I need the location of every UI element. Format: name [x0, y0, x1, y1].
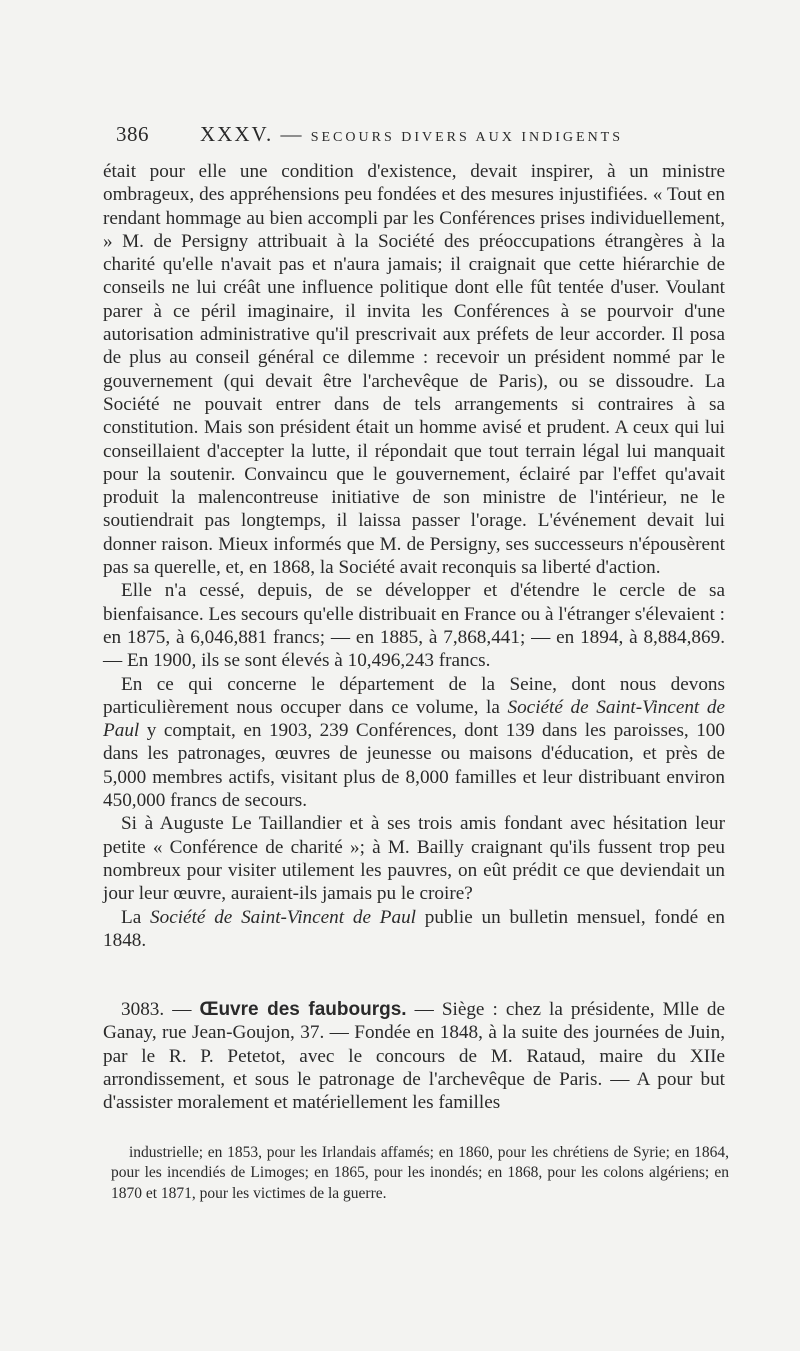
entry-text: — Siège : chez la présidente, Mlle de Ganay, rue Jean-Goujon, 37. — Fondée en 1848, à la suite des journées de Juin, par le R. P. Petetot, avec le concours de M. Rataud, maire du XIIe arrondissement, et sous le patronage de l'archevêque de Paris. — A pour but d'assister moralement et matériellement les familles [103, 999, 726, 1114]
society-name: Société de Saint-Vincent de Paul [103, 696, 725, 742]
paragraph: La Société de Saint-Vincent de Paul publie un bulletin mensuel, fondé en 1848. [103, 906, 725, 951]
main-text [103, 160, 725, 1115]
footnote-text: industrielle; en 1853, pour les Irlandais affamés; en 1860, pour les chrétiens de Syrie; en 1864, pour les incendiés de Limoges; en 1865, pour les inondés; en 1868, pour les colons algériens; en 1870 et 1871, pour les victimes de la guerre. [111, 1144, 729, 1202]
page-number: 386 [116, 122, 149, 146]
paragraph: Elle n'a cessé, depuis, de se développer et d'étendre le cercle de sa bienfaisance. Les secours qu'elle distribuait en France ou à l'étranger s'élevaient : en 1875, à 6,046,881 francs; — en 1885, à 7,868,441; — en 1894, à 8,884,869. — En 1900, ils se sont élevés à 10,496,243 francs. [103, 580, 725, 672]
society-name: Société de Saint-Vincent de Paul [150, 906, 416, 928]
header-dash: — [280, 122, 304, 146]
paragraph: était pour elle une condition d'existence, devait inspirer, à un ministre ombrageux, des appréhensions peu fondées et des mesures injustifiées. « Tout en rendant hommage au bien accompli par les Conférences prises individuellement, » M. de Persigny attribuait à la Société des préoccupations étrangères à la charité qu'elle n'avait pas et n'aura jamais; il craignait que cette hiérarchie de conseils ne lui créât une influence politique dont elle fût tentée d'user. Voulant parer à ce péril imaginaire, il invita les Conférences à se pourvoir d'une autorisation administrative qu'il prescrivait aux préfets de leur accorder. Il posa de plus au conseil général ce dilemme : recevoir un président nommé par le gouvernement (qui devait être l'archevêque de Paris), ou se dissoudre. La Société ne pouvait entrer dans de tels arrangements si contraires à sa constitution. Mais son président était un homme avisé et prudent. A ceux qui lui conseillaient d'accepter la lutte, il répondait que tout terrain légal lui manquait pour la soutenir. Convaincu que le gouvernement, éclairé par l'effet qu'avait produit la malencontreuse initiative de son ministre de l'intérieur, ne le soutiendrait pas longtemps, il laissa passer l'orage. L'événement devait lui donner raison. Mieux informés que M. de Persigny, ses successeurs n'épousèrent pas sa querelle, et, en 1868, la Société avait reconquis sa liberté d'action. [103, 161, 725, 579]
chapter-number: XXXV. [200, 122, 274, 146]
entry-dash: — [172, 999, 192, 1021]
running-title: SECOURS DIVERS AUX INDIGENTS [310, 130, 624, 145]
running-head [200, 122, 623, 147]
entry-title: Œuvre des faubourgs. [199, 999, 407, 1021]
paragraph: En ce qui concerne le département de la Seine, dont nous devons particulièrement nous occuper dans ce volume, la Société de Saint-Vincent de Paul y comptait, en 1903, 239 Conférences, dont 139 dans les paroisses, 100 dans les patronages, œuvres de jeunesse ou maisons d'éducation, et près de 5,000 membres actifs, visitant plus de 8,000 familles et leur distribuant environ 450,000 francs de secours. [103, 673, 725, 812]
entry-number: 3083. [121, 999, 165, 1021]
entry-3083 [103, 998, 725, 1114]
paragraph: Si à Auguste Le Taillandier et à ses trois amis fondant avec hésitation leur petite « Conférence de charité »; à M. Bailly craignant qu'ils fussent trop peu nombreux pour visiter utilement les pauvres, on eût prédit ce que deviendait un jour leur œuvre, auraient-ils jamais pu le croire? [103, 813, 725, 905]
running-header [116, 122, 732, 152]
footnote [111, 1143, 729, 1204]
